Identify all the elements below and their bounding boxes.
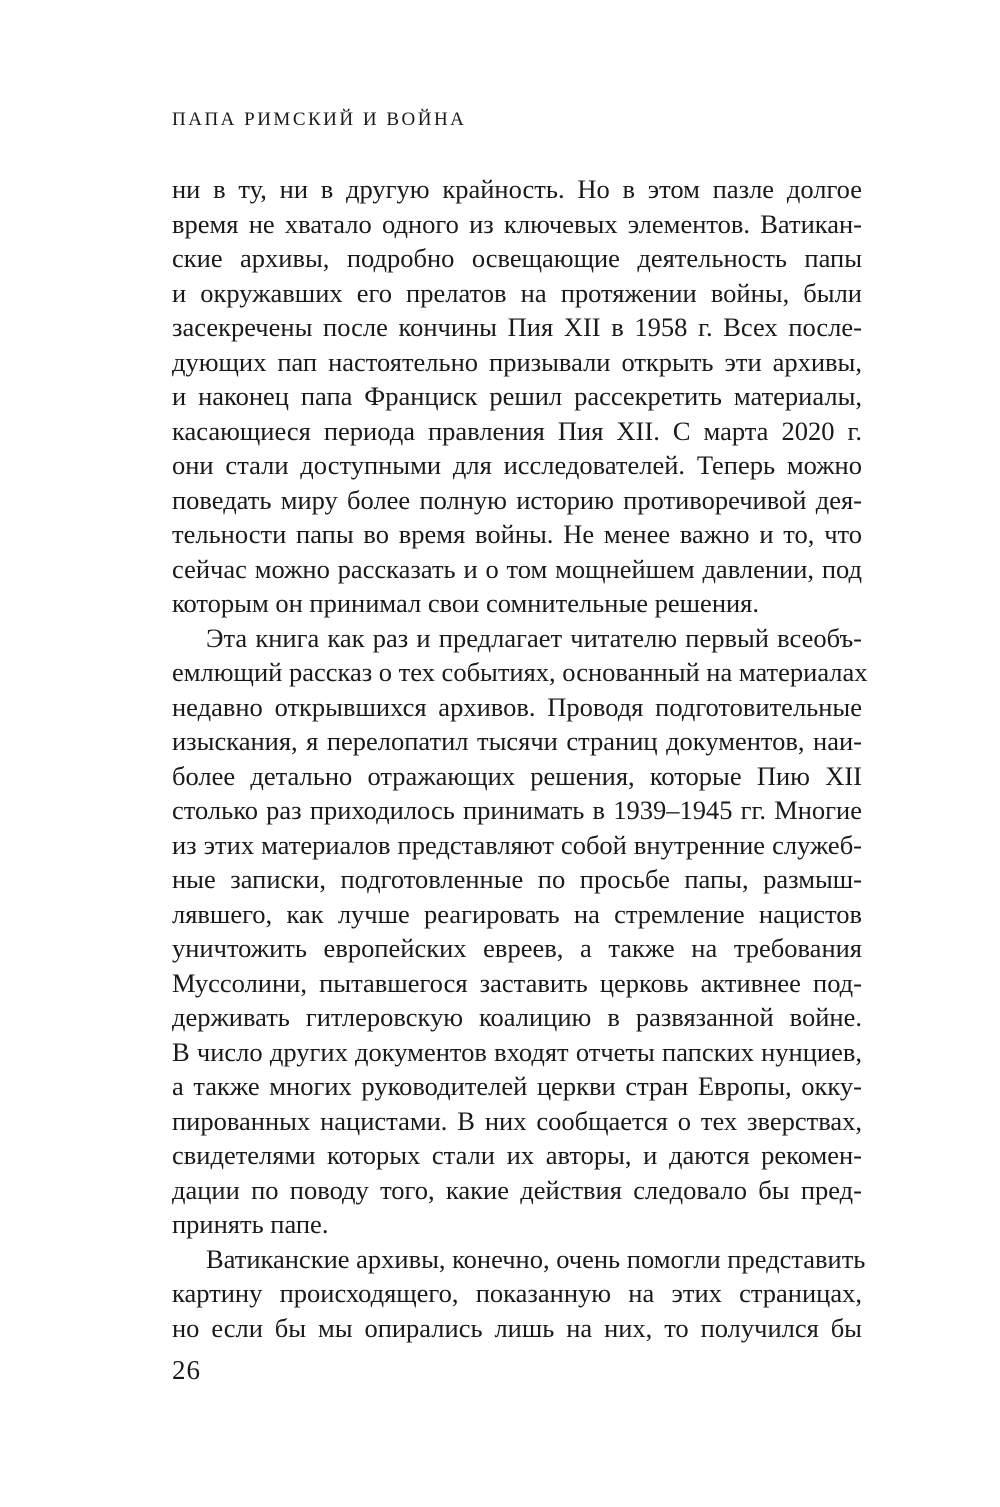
text-line: Муссолини, пытавшегося заставить церковь активнее под- <box>172 967 862 998</box>
text-line: уничтожить европейских евреев, а также на требования <box>172 933 862 963</box>
text-line: свидетелями которых стали их авторы, и даются рекомен- <box>172 1140 862 1170</box>
running-head: ПАПА РИМСКИЙ И ВОЙНА <box>172 109 467 130</box>
text-line: более детально отражающих решения, которые Пию XII <box>172 760 862 791</box>
text-line: а также многих руководителей церкви стран Европы, окку- <box>172 1071 862 1101</box>
text-line: ни в ту, ни в другую крайность. Но в этом пазле долгое <box>172 174 862 204</box>
text-line: дующих пап настоятельно призывали открыть эти архивы, <box>172 346 862 377</box>
text-line: лявшего, как лучше реагировать на стремление нацистов <box>172 898 862 929</box>
text-line: тельности папы во время войны. Не менее важно и то, что <box>172 519 862 549</box>
text-line: картину происходящего, показанную на этих страницах, <box>172 1278 862 1308</box>
text-line: пированных нацистами. В них сообщается о тех зверствах, <box>172 1105 862 1136</box>
paragraph-3 <box>172 1242 866 1346</box>
text-line: недавно открывшихся архивов. Проводя подготовительные <box>172 691 862 722</box>
text-line: дации по поводу того, какие действия следовало бы пред- <box>172 1174 862 1205</box>
text-line: В число других документов входят отчеты папских нунциев, <box>172 1036 862 1067</box>
page-number: 26 <box>172 1355 201 1385</box>
text-line: ские архивы, подробно освещающие деятельность папы <box>172 243 862 273</box>
text-line: принять папе. <box>172 1209 329 1239</box>
text-line: из этих материалов представляют собой внутренние служеб- <box>172 829 862 860</box>
text-line: время не хватало одного из ключевых элементов. Ватикан- <box>172 208 862 239</box>
text-line: касающиеся периода правления Пия XII. С марта 2020 г. <box>172 415 862 446</box>
text-line: изыскания, я перелопатил тысячи страниц документов, наи- <box>172 726 862 756</box>
text-line: Ватиканские архивы, конечно, очень помогли представить <box>206 1243 866 1274</box>
text-line: поведать миру более полную историю противоречивой дея- <box>172 484 862 515</box>
text-line: ные записки, подготовленные по просьбе папы, размыш- <box>172 864 862 894</box>
text-line: засекречены после кончины Пия XII в 1958 г. Всех после- <box>172 312 862 342</box>
text-line: они стали доступными для исследователей. Теперь можно <box>172 450 862 480</box>
text-line: держивать гитлеровскую коалицию в развязанной войне. <box>172 1002 862 1032</box>
text-line: сейчас можно рассказать и о том мощнейшем давлении, под <box>172 553 862 584</box>
paragraph-1 <box>172 172 862 621</box>
text-line: Эта книга как раз и предлагает читателю первый всеобъ- <box>206 622 862 653</box>
text-line: и наконец папа Франциск решил рассекретить материалы, <box>172 381 862 411</box>
text-line: которым он принимал свои сомнительные решения. <box>172 588 759 618</box>
text-line: но если бы мы опирались лишь на них, то получился бы <box>172 1312 862 1343</box>
text-line: и окружавших его прелатов на протяжении войны, были <box>172 277 862 308</box>
text-line: емлющий рассказ о тех событиях, основанный на материалах <box>172 657 868 687</box>
paragraph-2 <box>172 621 868 1242</box>
body-text <box>172 172 868 1345</box>
text-line: столько раз приходилось принимать в 1939–1945 гг. Многие <box>172 795 862 825</box>
